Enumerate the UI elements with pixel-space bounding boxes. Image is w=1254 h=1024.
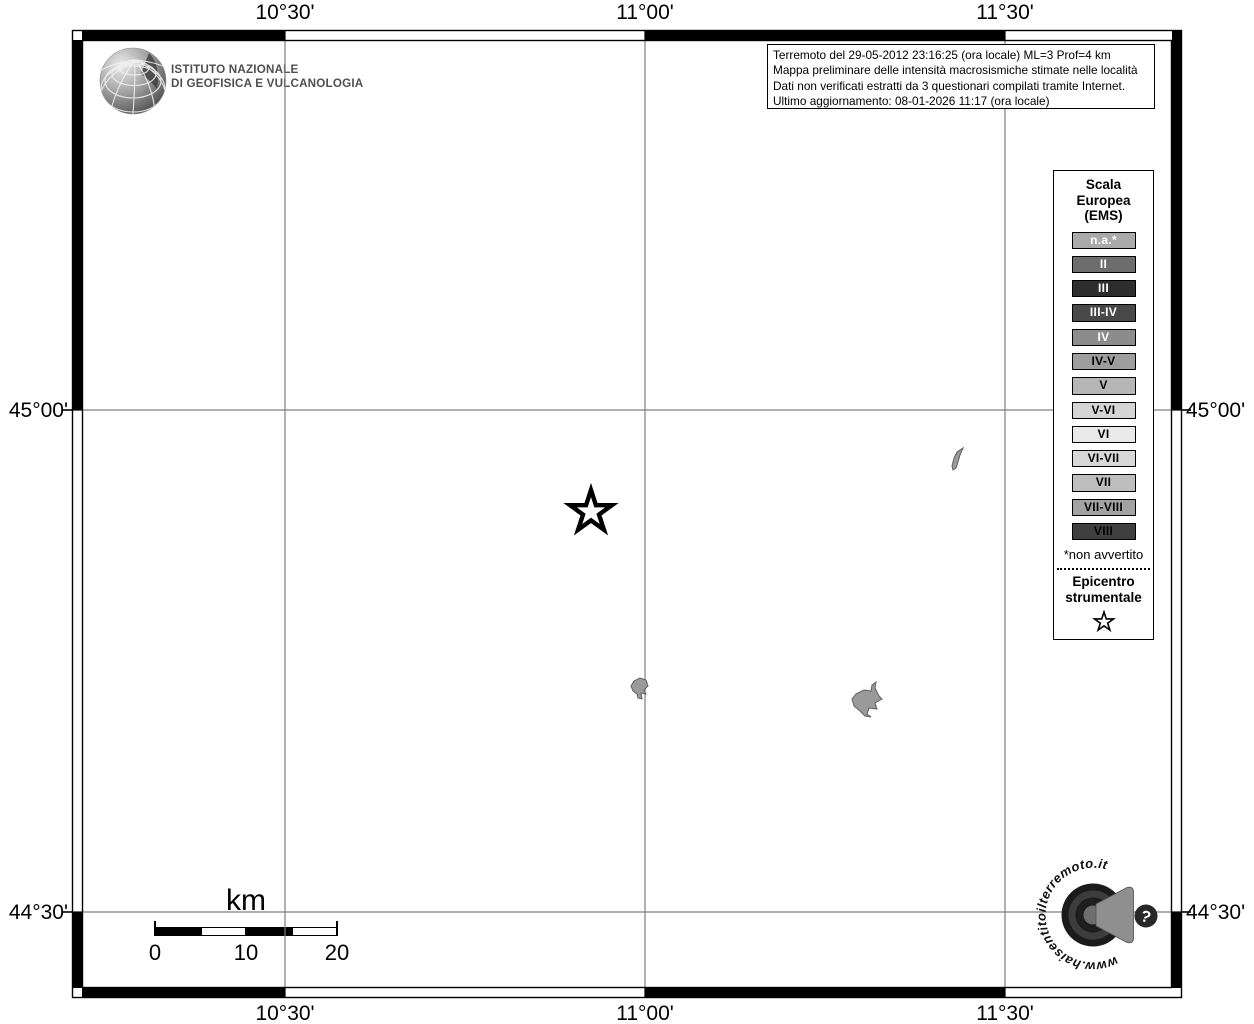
axis-label-bottom-1130: 11°30'	[976, 1002, 1034, 1024]
ems-legend	[1053, 170, 1154, 640]
locality-polygon	[952, 448, 963, 470]
legend-item-viii: VIII	[1072, 523, 1136, 540]
ingv-globe-logo	[99, 47, 167, 115]
event-info-line3: Dati non verificati estratti da 3 questionari compilati tramite Internet.	[773, 78, 1126, 93]
legend-item-v-vi: V-VI	[1072, 402, 1136, 419]
legend-item-vii-viii: VII-VIII	[1072, 499, 1136, 516]
legend-divider	[1057, 568, 1150, 570]
logo-url-text: www.haisentitoilterremoto.it	[1033, 855, 1121, 975]
axis-label-bottom-1030: 10°30'	[255, 1002, 315, 1024]
legend-item-iii: III	[1072, 280, 1136, 297]
axis-label-bottom-1100: 11°00'	[616, 1002, 674, 1024]
scalebar-label-10: 10	[233, 940, 259, 965]
legend-title-line1: Scala	[1085, 177, 1122, 192]
legend-item-v: V	[1072, 377, 1136, 394]
axis-label-top-1130: 11°30'	[976, 1, 1034, 24]
legend-title	[1054, 177, 1153, 224]
event-info-line1: Terremoto del 29-05-2012 23:16:25 (ora locale) ML=3 Prof=4 km	[773, 48, 1111, 62]
legend-epicenter-label	[1054, 574, 1153, 606]
legend-title-line3: (EMS)	[1084, 208, 1123, 223]
logo-question-mark: ?	[1138, 907, 1153, 927]
scalebar-unit-label: km	[226, 884, 266, 917]
axis-label-top-1100: 11°00'	[616, 1, 674, 24]
scalebar-label-20: 20	[324, 940, 350, 965]
map-frame	[63, 30, 1191, 998]
locality-polygons	[631, 448, 963, 717]
event-info-box	[767, 44, 1155, 109]
event-info-line4: Ultimo aggiornamento: 08-01-2026 11:17 (ora locale)	[773, 93, 1050, 108]
ingv-wordmark-line2: DI GEOFISICA E VULCANOLOGIA	[171, 75, 364, 90]
axis-label-right-4500: 45°00'	[1186, 399, 1246, 422]
ingv-wordmark-line1: ISTITUTO NAZIONALE	[171, 62, 299, 76]
epicenter-star-icon	[1092, 610, 1116, 634]
legend-epicenter-line1: Epicentro	[1072, 574, 1135, 590]
axis-label-left-4500: 45°00'	[8, 399, 68, 422]
epicenter-star	[570, 490, 612, 530]
legend-footnote: *non avvertito	[1063, 547, 1144, 563]
legend-item-vi: VI	[1072, 426, 1136, 443]
legend-title-line2: Europea	[1076, 192, 1131, 208]
legend-item-iv-v: IV-V	[1072, 353, 1136, 370]
legend-epicenter-line2: strumentale	[1065, 590, 1142, 606]
logo-question-badge	[1132, 902, 1160, 930]
graticule	[82, 40, 1172, 988]
legend-item-ii: II	[1072, 256, 1136, 273]
legend-intensity-list	[1054, 232, 1153, 541]
legend-item-iii-iv: III-IV	[1072, 304, 1136, 321]
scalebar-label-0: 0	[148, 940, 162, 965]
haisentitoilterremoto-logo	[1025, 845, 1170, 990]
legend-item-iv: IV	[1072, 329, 1136, 346]
legend-item-vii: VII	[1072, 474, 1136, 491]
axis-label-right-4430: 44°30'	[1186, 901, 1246, 924]
axis-label-top-1030: 10°30'	[255, 1, 315, 24]
legend-item-vi-vii: VI-VII	[1072, 450, 1136, 467]
legend-item-na: n.a.*	[1072, 232, 1136, 249]
locality-polygon	[852, 682, 882, 717]
event-info-line2: Mappa preliminare delle intensità macrosismiche stimate nelle località	[773, 63, 1138, 78]
axis-label-left-4430: 44°30'	[8, 901, 68, 924]
